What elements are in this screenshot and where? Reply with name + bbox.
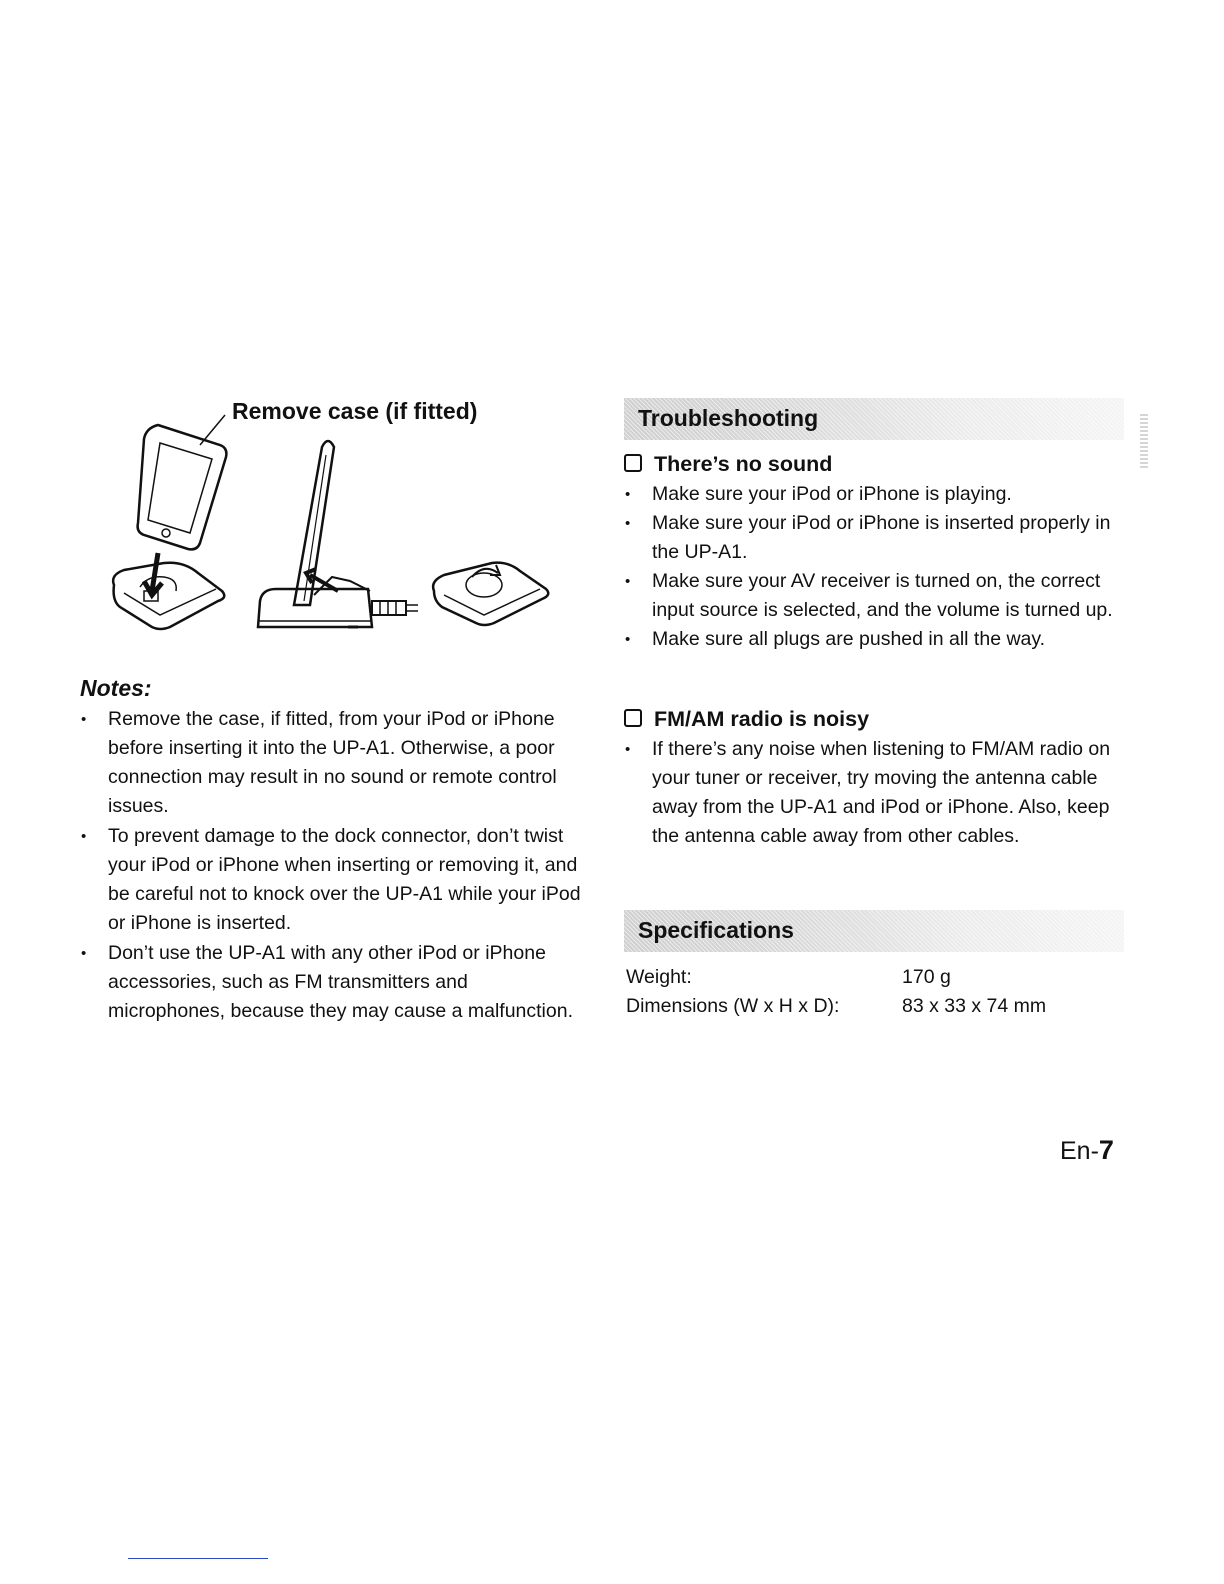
list-item: • Make sure your iPod or iPhone is inserted properly in the UP-A1. xyxy=(624,509,1134,567)
specifications-title: Specifications xyxy=(638,917,794,943)
edge-scan-mark xyxy=(1140,412,1148,468)
checkbox-icon xyxy=(624,709,642,727)
page-number xyxy=(1060,1135,1114,1166)
notes-list xyxy=(80,705,590,1027)
notes-heading: Notes: xyxy=(80,675,152,701)
list-item: • Make sure all plugs are pushed in all the way. xyxy=(624,625,1134,654)
spec-value: 83 x 33 x 74 mm xyxy=(902,995,1047,1017)
list-item: • Don’t use the UP-A1 with any other iPod or iPhone accessories, such as FM transmitters and microphones, because they may cause a malfunction. xyxy=(80,939,590,1026)
figure-caption: Remove case (if fitted) xyxy=(232,398,478,424)
spec-value: 170 g xyxy=(902,966,951,988)
page-prefix: En- xyxy=(1060,1137,1099,1165)
footer-rule xyxy=(128,1558,268,1559)
checkbox-icon xyxy=(624,454,642,472)
spec-row xyxy=(626,992,1046,1021)
troubleshooting-title: Troubleshooting xyxy=(638,405,819,431)
list-item: • To prevent damage to the dock connector, don’t twist your iPod or iPhone when inserting or removing it, and be careful not to knock over the UP-A1 while your iPod or iPhone is inserted. xyxy=(80,822,590,938)
list-item: • Make sure your AV receiver is turned on, the correct input source is selected, and the volume is turned up. xyxy=(624,567,1134,625)
list-item: • Remove the case, if fitted, from your iPod or iPhone before inserting it into the UP-A1. Otherwise, a poor connection may result in no sound or remote control issues. xyxy=(80,705,590,821)
dock-top-figure xyxy=(433,563,548,625)
stand-back-outline xyxy=(314,577,370,595)
no-sound-heading xyxy=(624,452,832,477)
list-item: • If there’s any noise when listening to FM/AM radio on your tuner or receiver, try moving the antenna cable away from the UP-A1 and iPod or iPhone. Also, keep the antenna cable away from other cables. xyxy=(624,735,1134,851)
no-sound-heading-text: There’s no sound xyxy=(654,452,833,476)
dock-installation-illustration xyxy=(100,395,580,645)
radio-noisy-list xyxy=(624,735,1134,852)
specifications-header xyxy=(624,910,1124,952)
dock-side-figure xyxy=(258,441,418,627)
radio-noisy-heading-text: FM/AM radio is noisy xyxy=(654,707,870,731)
insert-arrow-icon xyxy=(144,553,162,595)
spec-label: Dimensions (W x H x D): xyxy=(626,995,840,1017)
dock-front-figure xyxy=(113,563,224,629)
radio-noisy-heading xyxy=(624,707,869,732)
spec-label: Weight: xyxy=(626,966,692,988)
page-number-value: 7 xyxy=(1098,1135,1114,1165)
iphone-figure xyxy=(138,425,227,549)
troubleshooting-header xyxy=(624,398,1124,440)
spec-row xyxy=(626,963,1046,992)
specifications-table xyxy=(626,963,1046,1021)
no-sound-list xyxy=(624,480,1134,654)
list-item: • Make sure your iPod or iPhone is playing. xyxy=(624,480,1134,509)
